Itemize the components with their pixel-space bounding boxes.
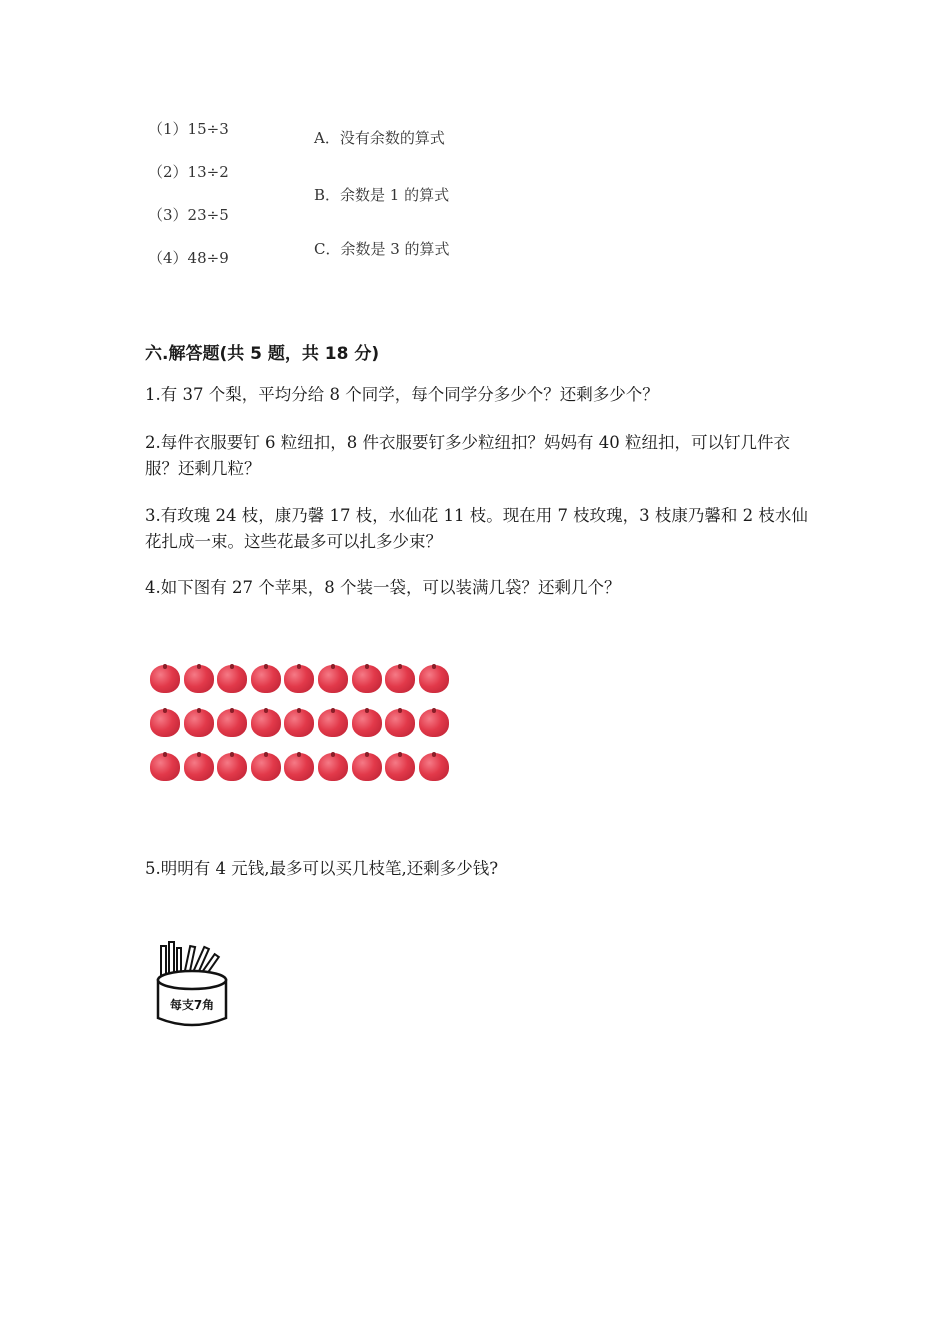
apple-icon (318, 665, 348, 693)
expression-4: （4）48÷9 (148, 249, 229, 267)
category-c: C．余数是 3 的算式 (314, 240, 450, 258)
apple-row (150, 709, 452, 743)
price-label: 每支7角 (169, 998, 215, 1012)
apple-icon (419, 665, 449, 693)
apple-icon (150, 709, 180, 737)
apple-icon (318, 753, 348, 781)
apple-icon (352, 709, 382, 737)
expression-2: （2）13÷2 (148, 163, 229, 181)
apple-row (150, 665, 452, 699)
apple-icon (419, 709, 449, 737)
apple-icon (184, 753, 214, 781)
apple-row (150, 753, 452, 787)
pencil-cup-picture (152, 940, 234, 1034)
apple-icon (385, 753, 415, 781)
category-a: A．没有余数的算式 (314, 129, 445, 147)
apple-icon (217, 709, 247, 737)
apple-icon (251, 753, 281, 781)
apple-icon (217, 753, 247, 781)
expression-1: （1）15÷3 (148, 120, 229, 138)
question-4: 4.如下图有 27 个苹果，8 个装一袋，可以装满几袋？还剩几个？ (145, 578, 621, 597)
apple-icon (352, 753, 382, 781)
apple-icon (217, 665, 247, 693)
apple-icon (150, 665, 180, 693)
apple-icon (284, 753, 314, 781)
apple-icon (251, 665, 281, 693)
question-3: 3.有玫瑰 24 枝，康乃馨 17 枝，水仙花 11 枝。现在用 7 枝玫瑰，3 枝康乃馨和 2 枝水仙花扎成一束。这些花最多可以扎多少束？ (145, 506, 808, 551)
category-b: B．余数是 1 的算式 (314, 186, 450, 204)
apple-icon (284, 665, 314, 693)
apple-icon (251, 709, 281, 737)
apple-icon (150, 753, 180, 781)
question-5: 5.明明有 4 元钱,最多可以买几枝笔,还剩多少钱? (145, 859, 499, 878)
question-1: 1.有 37 个梨，平均分给 8 个同学，每个同学分多少个？还剩多少个？ (145, 385, 659, 404)
apple-icon (385, 709, 415, 737)
apples-picture (150, 665, 452, 797)
apple-icon (419, 753, 449, 781)
apple-icon (385, 665, 415, 693)
section-title: 六.解答题(共 5 题，共 18 分) (145, 344, 380, 364)
question-2: 2.每件衣服要钉 6 粒纽扣，8 件衣服要钉多少粒纽扣？妈妈有 40 粒纽扣，可以钉几件衣服？还剩几粒？ (145, 433, 790, 478)
apple-icon (184, 709, 214, 737)
apple-icon (284, 709, 314, 737)
pencil-cup-icon (152, 940, 234, 1030)
expression-3: （3）23÷5 (148, 206, 229, 224)
apple-icon (318, 709, 348, 737)
apple-icon (184, 665, 214, 693)
apple-icon (352, 665, 382, 693)
